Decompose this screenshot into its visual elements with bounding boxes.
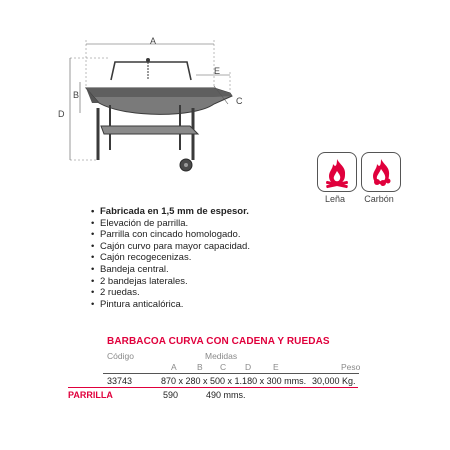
parrilla-value-b: 490 mms. <box>206 390 246 400</box>
feature-item: • Cajón curvo para mayor capacidad. <box>91 241 250 253</box>
weight-header: Peso <box>341 362 361 372</box>
feature-item: • Cajón recogecenizas. <box>91 252 250 264</box>
parrilla-value-a: 590 <box>163 390 179 400</box>
column-a-header: A <box>171 362 177 372</box>
code-header: Código <box>107 351 134 361</box>
column-b-header: B <box>197 362 203 372</box>
firewood-label: Leña <box>324 194 346 204</box>
feature-item: • Pintura anticalórica. <box>91 299 250 311</box>
product-code: 33743 <box>107 376 133 386</box>
dimension-d-label: D <box>58 109 65 119</box>
feature-item: • Parrilla con cincado homologado. <box>91 229 250 241</box>
charcoal-icon <box>361 152 401 192</box>
feature-item: • 2 ruedas. <box>91 287 250 299</box>
feature-list <box>91 206 250 310</box>
dimension-e-label: E <box>214 66 221 76</box>
product-title: BARBACOA CURVA CON CADENA Y RUEDAS <box>107 336 330 347</box>
column-c-header: C <box>220 362 227 372</box>
dimension-c-label: C <box>236 96 243 106</box>
measures-header: Medidas <box>205 351 238 361</box>
feature-item: • Fabricada en 1,5 mm de espesor. <box>91 206 250 218</box>
column-e-header: E <box>273 362 279 372</box>
firewood-icon <box>317 152 357 192</box>
dimension-b-label: B <box>73 90 80 100</box>
parrilla-label: PARRILLA <box>68 390 113 400</box>
feature-item: • 2 bandejas laterales. <box>91 276 250 288</box>
product-weight: 30,000 Kg. <box>312 376 356 386</box>
parrilla-rule <box>68 387 358 388</box>
charcoal-label: Carbón <box>364 194 394 204</box>
table-rule <box>103 373 359 374</box>
column-d-header: D <box>245 362 252 372</box>
feature-item: • Bandeja central. <box>91 264 250 276</box>
product-measures: 870 x 280 x 500 x 1.180 x 300 mms. <box>161 376 307 386</box>
dimension-a-label: A <box>150 36 157 46</box>
feature-item: • Elevación de parrilla. <box>91 218 250 230</box>
